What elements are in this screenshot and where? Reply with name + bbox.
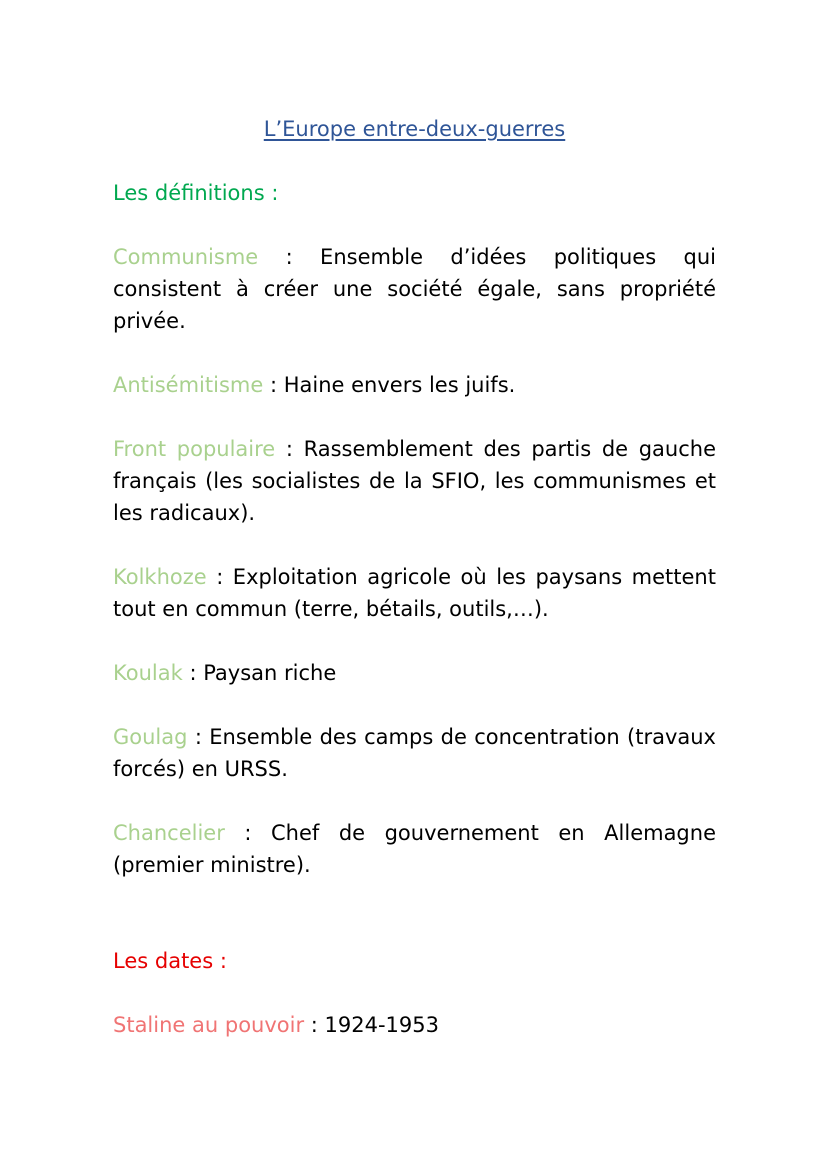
definition-antisemitisme — [113, 369, 716, 401]
document-body — [113, 113, 716, 1073]
definition-text: : Paysan riche — [189, 661, 337, 685]
definition-term: Front populaire — [113, 437, 276, 461]
definition-term: Chancelier — [113, 821, 225, 845]
definition-term: Antisémitisme — [113, 373, 264, 397]
date-value: : 1924-1953 — [310, 1013, 439, 1037]
definition-term: Communisme — [113, 245, 259, 269]
definition-text: : Ensemble d’idées politiques qui consistent à créer une société égale, sans propriété privée. — [113, 245, 716, 333]
definition-text: : Rassemblement des partis de gauche français (les socialistes de la SFIO, les communismes et les radicaux). — [113, 437, 716, 525]
date-term: Staline au pouvoir — [113, 1013, 305, 1037]
definition-text: : Haine envers les juifs. — [269, 373, 516, 397]
definition-text: : Exploitation agricole où les paysans mettent tout en commun (terre, bétails, outils,…). — [113, 565, 716, 621]
definition-term: Koulak — [113, 661, 183, 685]
definitions-heading: Les définitions : — [113, 181, 279, 205]
definition-koulak — [113, 657, 716, 689]
definition-term: Kolkhoze — [113, 565, 207, 589]
definition-text: : Chef de gouvernement en Allemagne (premier ministre). — [113, 821, 716, 877]
definition-kolkhoze — [113, 561, 716, 625]
definition-term: Goulag — [113, 725, 188, 749]
page-title: L’Europe entre-deux-guerres — [263, 117, 566, 141]
section-spacer — [113, 913, 716, 945]
dates-heading: Les dates : — [113, 949, 227, 973]
definition-chancelier — [113, 817, 716, 881]
definition-text: : Ensemble des camps de concentration (travaux forcés) en URSS. — [113, 725, 716, 781]
definition-front-populaire — [113, 433, 716, 529]
definition-communisme — [113, 241, 716, 337]
date-staline — [113, 1009, 716, 1041]
definition-goulag — [113, 721, 716, 785]
